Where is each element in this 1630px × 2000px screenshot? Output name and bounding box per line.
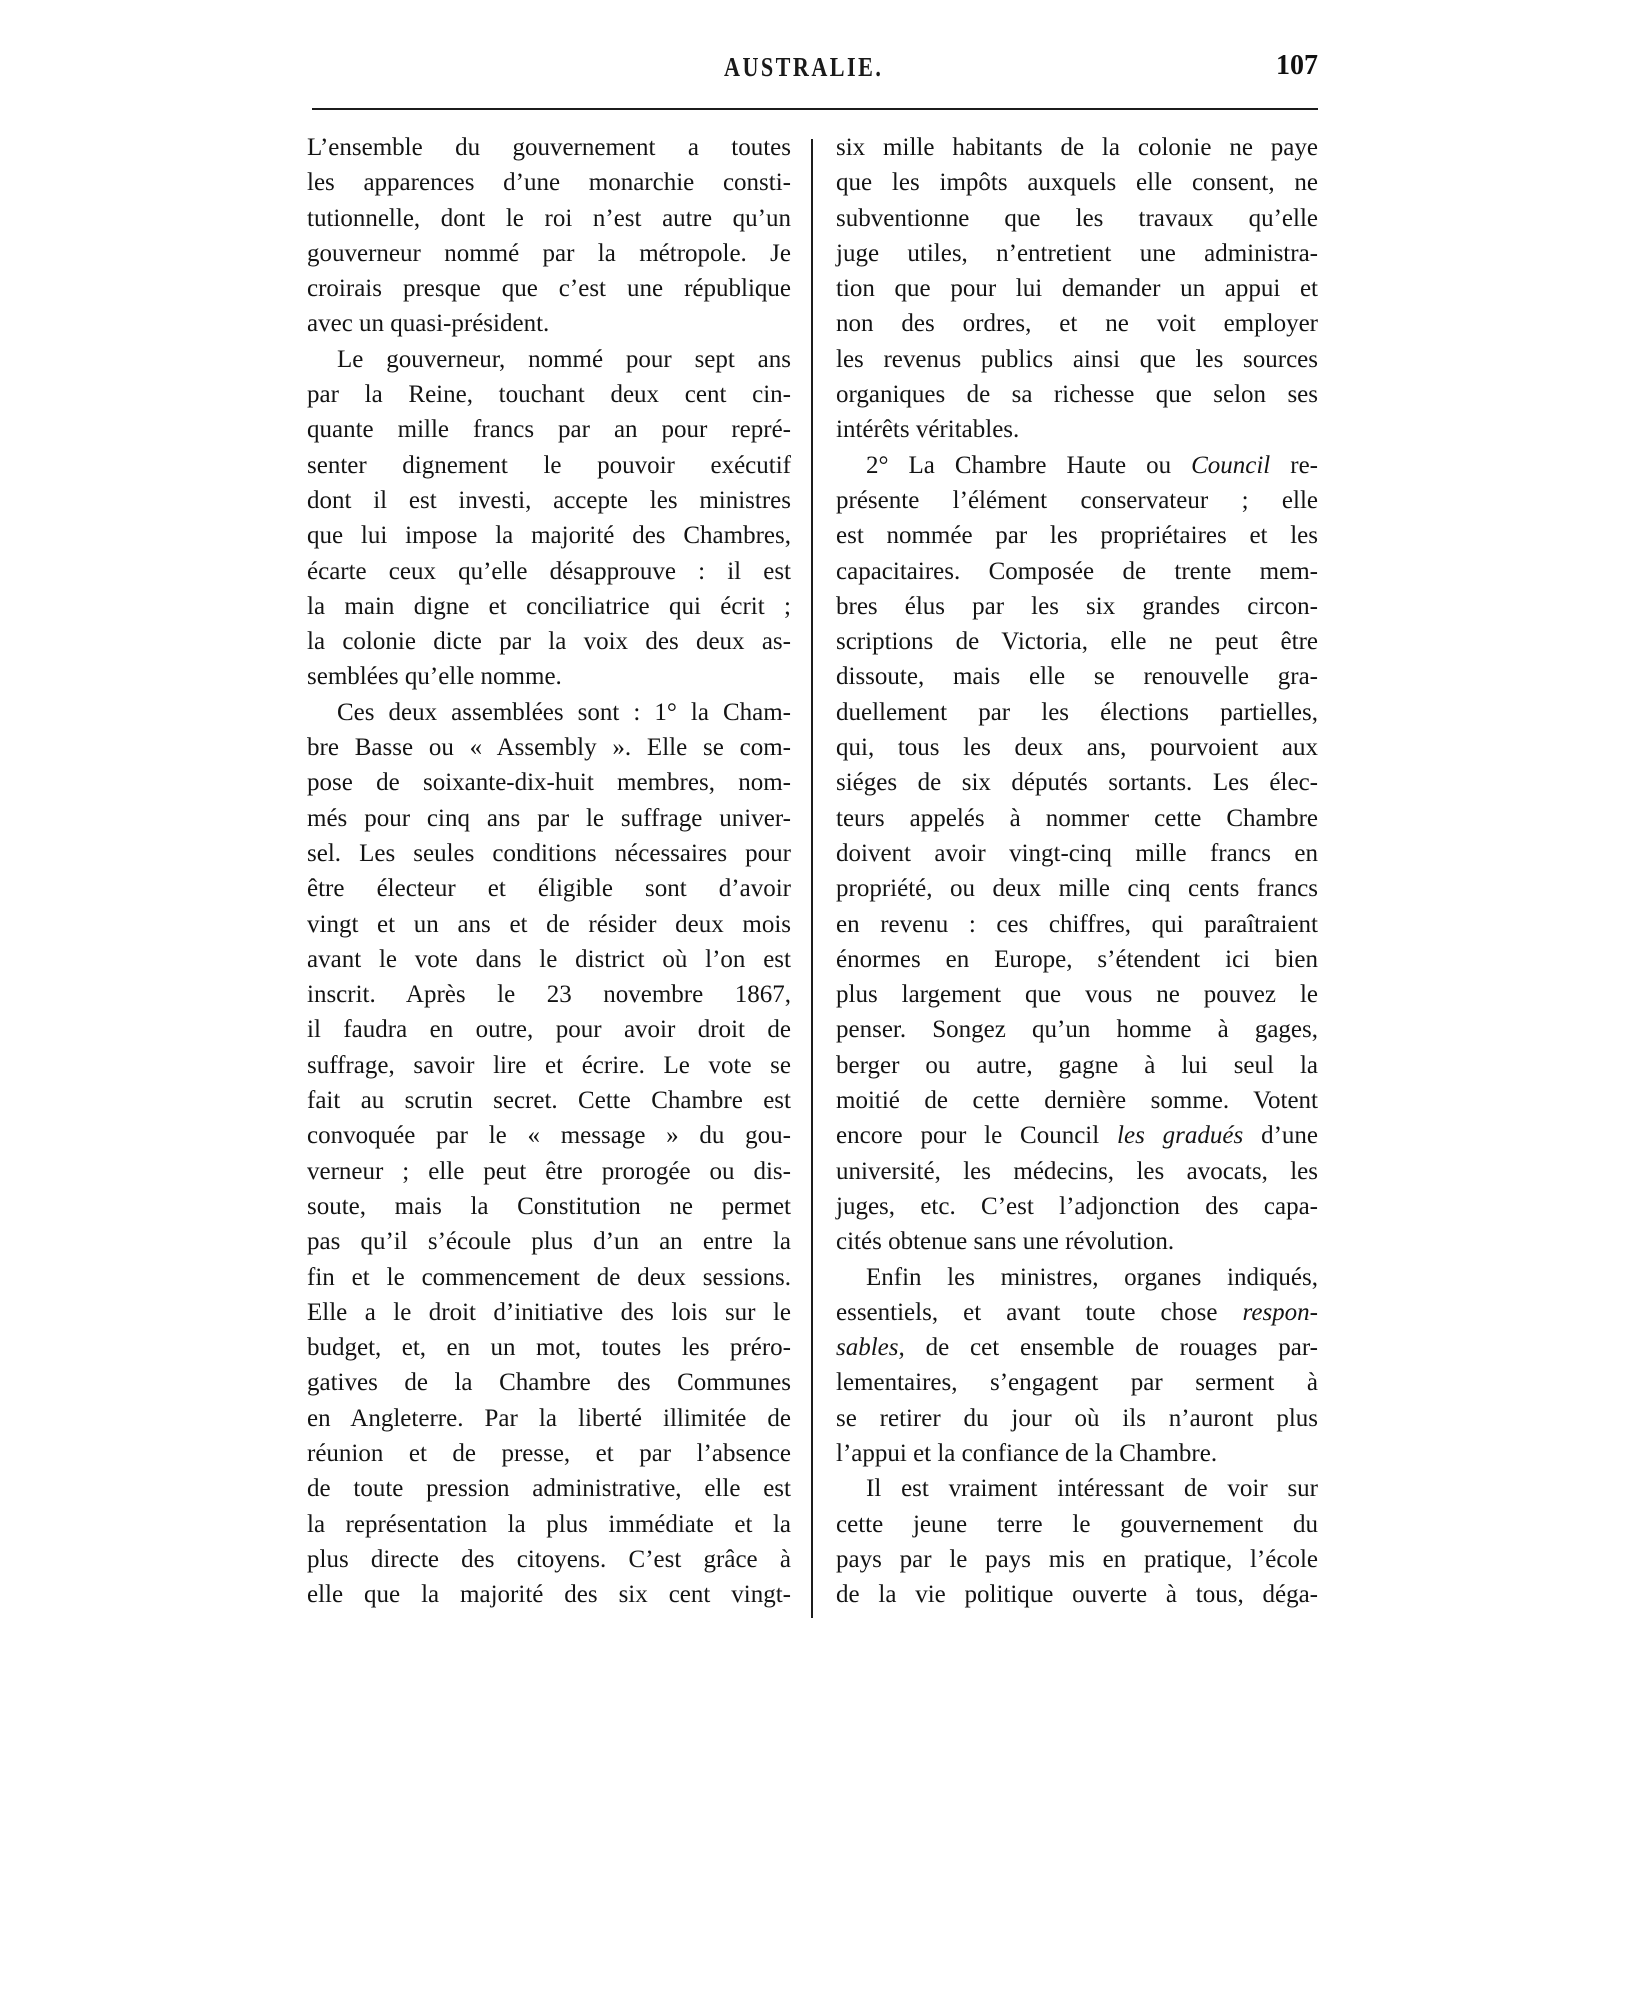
text-line: budget, et, en un mot, toutes les préro- [307,1334,791,1362]
text-line: de toute pression administrative, elle est [307,1475,791,1503]
text-line: six mille habitants de la colonie ne paye [836,134,1318,161]
text-line: que lui impose la majorité des Chambres, [307,522,791,550]
running-head [312,46,1318,86]
text-line: écarte ceux qu’elle désapprouve : il est [307,557,791,585]
text-line [836,1295,1318,1330]
text-line: l’appui et la confiance de la Chambre. [836,1439,1218,1467]
text-line: propriété, ou deux mille cinq cents francs [836,875,1318,903]
text-line: les revenus publics ainsi que les sources [836,345,1318,373]
text-line: se retirer du jour où ils n’auront plus [836,1404,1318,1432]
text-line [836,1330,1318,1365]
italic-term-council: Council [1191,451,1271,479]
text-line: semblées qu’elle nomme. [307,663,562,691]
text-line: tion que pour lui demander un appui et [836,275,1318,303]
left-column [307,130,791,1612]
text-line: capacitaires. Composée de trente mem- [836,557,1318,585]
text-fragment: de cet ensemble de rouages par- [904,1334,1318,1362]
text-line: bres élus par les six grandes circon- [836,592,1318,620]
italic-term-gradues: les gradués [1117,1122,1244,1150]
text-line: par la Reine, touchant deux cent cin- [307,381,791,409]
text-line: de la vie politique ouverte à tous, déga- [836,1581,1318,1609]
text-line: Elle a le droit d’initiative des lois sur le [307,1298,791,1326]
text-line: dissoute, mais elle se renouvelle gra- [836,663,1318,691]
text-line: més pour cinq ans par le suffrage univer- [307,804,791,832]
text-line: université, les médecins, les avocats, les [836,1157,1318,1185]
text-line: cités obtenue sans une révolution. [836,1228,1175,1256]
text-line: juges, etc. C’est l’adjonction des capa- [836,1192,1318,1220]
text-line: quante mille francs par an pour repré- [307,416,791,444]
text-line: énormes en Europe, s’étendent ici bien [836,945,1318,973]
text-line: intérêts véritables. [836,416,1020,444]
text-fragment: 2° La Chambre Haute ou [866,451,1192,479]
text-line: les apparences d’une monarchie consti- [307,169,791,197]
page-number: 107 [1276,50,1318,81]
text-line: teurs appelés à nommer cette Chambre [836,804,1318,832]
text-line: subventionne que les travaux qu’elle [836,204,1318,232]
text-fragment: d’une [1243,1122,1319,1150]
text-line: pas qu’il s’écoule plus d’un an entre la [307,1228,791,1256]
text-line: vingt et un ans et de résider deux mois [307,910,791,938]
text-line: moitié de cette dernière somme. Votent [836,1087,1318,1115]
text-line: sel. Les seules conditions nécessaires pour [307,839,791,867]
text-line: tutionnelle, dont le roi n’est autre qu’un [307,204,791,232]
text-line: L’ensemble du gouvernement a toutes [307,134,791,161]
text-line: doivent avoir vingt-cinq mille francs en [836,839,1318,867]
text-line: avec un quasi-président. [307,310,550,338]
text-line: fin et le commencement de deux sessions. [307,1263,791,1291]
text-line: non des ordres, et ne voit employer [836,310,1318,338]
text-line: scriptions de Victoria, elle ne peut être [836,628,1318,656]
text-line: en Angleterre. Par la liberté illimitée de [307,1404,791,1432]
running-title: AUSTRALIE. [724,52,884,82]
paragraph-start [836,448,1318,483]
text-line [836,1118,1318,1153]
text-line: inscrit. Après le 23 novembre 1867, [307,981,791,1009]
header-rule [312,108,1318,110]
text-line: pays par le pays mis en pratique, l’école [836,1545,1318,1573]
paragraph-start: Ces deux assemblées sont : 1° la Cham- [337,698,791,726]
italic-term-sables: sables, [836,1334,905,1362]
text-line: senter dignement le pouvoir exécutif [307,451,791,479]
text-line: être électeur et éligible sont d’avoir [307,875,791,903]
text-line: cette jeune terre le gouvernement du [836,1510,1318,1538]
text-line: fait au scrutin secret. Cette Chambre est [307,1087,791,1115]
text-line: présente l’élément conservateur ; elle [836,486,1318,514]
text-line: penser. Songez qu’un homme à gages, [836,1016,1318,1044]
text-line: plus largement que vous ne pouvez le [836,981,1318,1009]
text-line: pose de soixante-dix-huit membres, nom- [307,769,791,797]
text-line: avant le vote dans le district où l’on est [307,945,791,973]
text-fragment: essentiels, et avant toute chose [836,1298,1243,1326]
italic-term-respon: respon- [1242,1298,1318,1326]
text-line: verneur ; elle peut être prorogée ou dis- [307,1157,791,1185]
text-line: convoquée par le « message » du gou- [307,1122,791,1150]
text-line: la colonie dicte par la voix des deux as- [307,628,791,656]
right-column [836,130,1318,1612]
text-line: bre Basse ou « Assembly ». Elle se com- [307,734,791,762]
column-divider [811,139,813,1618]
text-line: croirais presque que c’est une république [307,275,791,303]
text-line: dont il est investi, accepte les ministres [307,486,791,514]
text-line: lementaires, s’engagent par serment à [836,1369,1318,1397]
text-line: réunion et de presse, et par l’absence [307,1439,791,1467]
text-line: soute, mais la Constitution ne permet [307,1192,791,1220]
text-line: organiques de sa richesse que selon ses [836,381,1318,409]
text-line: est nommée par les propriétaires et les [836,522,1318,550]
text-line: elle que la majorité des six cent vingt- [307,1581,791,1609]
text-line: gouverneur nommé par la métropole. Je [307,239,791,267]
text-line: suffrage, savoir lire et écrire. Le vote se [307,1051,791,1079]
text-fragment: encore pour le Council [836,1122,1118,1150]
text-line: plus directe des citoyens. C’est grâce à [307,1545,791,1573]
text-line: en revenu : ces chiffres, qui paraîtraient [836,910,1318,938]
text-line: duellement par les élections partielles, [836,698,1318,726]
text-line: juge utiles, n’entretient une administra- [836,239,1318,267]
text-line: gatives de la Chambre des Communes [307,1369,791,1397]
text-line: berger ou autre, gagne à lui seul la [836,1051,1318,1079]
text-line: il faudra en outre, pour avoir droit de [307,1016,791,1044]
text-line: la main digne et conciliatrice qui écrit ; [307,592,791,620]
text-line: siéges de six députés sortants. Les élec- [836,769,1318,797]
paragraph-start: Le gouverneur, nommé pour sept ans [337,345,791,373]
text-line: qui, tous les deux ans, pourvoient aux [836,734,1318,762]
text-line: que les impôts auxquels elle consent, ne [836,169,1318,197]
text-fragment: re- [1270,451,1318,479]
paragraph-start: Il est vraiment intéressant de voir sur [866,1475,1318,1503]
paragraph-start: Enfin les ministres, organes indiqués, [866,1263,1318,1291]
text-line: la représentation la plus immédiate et la [307,1510,791,1538]
